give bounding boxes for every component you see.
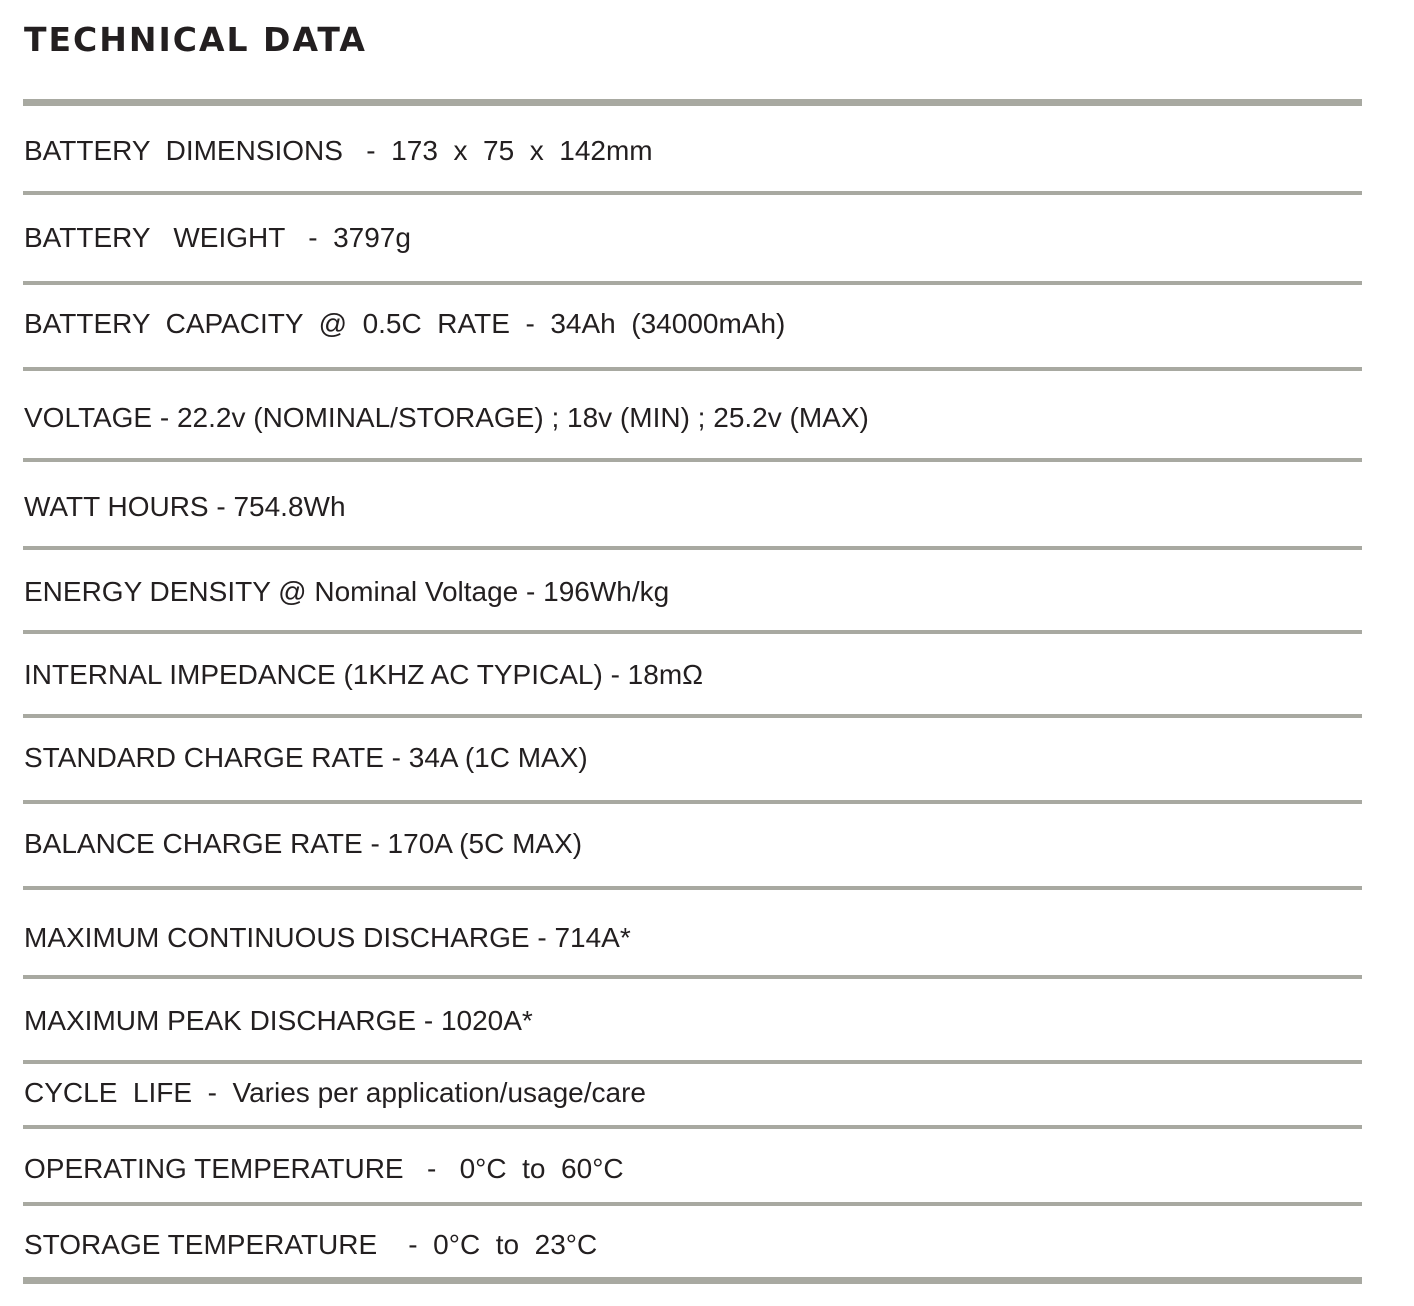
spec-row-balance-charge-rate: BALANCE CHARGE RATE - 170A (5C MAX) bbox=[24, 828, 583, 859]
spec-row-voltage: VOLTAGE - 22.2v (NOMINAL/STORAGE) ; 18v (MIN) ; 25.2v (MAX) bbox=[24, 402, 869, 433]
divider bbox=[23, 1202, 1362, 1206]
divider bbox=[23, 191, 1362, 195]
divider bbox=[23, 281, 1362, 285]
spec-row-battery-dimensions: BATTERY DIMENSIONS - 173 x 75 x 142mm bbox=[24, 135, 653, 166]
spec-row-cycle-life: CYCLE LIFE - Varies per application/usage/care bbox=[24, 1077, 647, 1108]
spec-row-operating-temperature: OPERATING TEMPERATURE - 0°C to 60°C bbox=[24, 1153, 624, 1184]
spec-row-max-continuous-discharge: MAXIMUM CONTINUOUS DISCHARGE - 714A* bbox=[24, 922, 631, 953]
divider bbox=[23, 367, 1362, 371]
spec-row-standard-charge-rate: STANDARD CHARGE RATE - 34A (1C MAX) bbox=[24, 742, 588, 773]
divider bbox=[23, 975, 1362, 979]
spec-row-watt-hours: WATT HOURS - 754.8Wh bbox=[24, 491, 346, 522]
spec-row-internal-impedance: INTERNAL IMPEDANCE (1KHZ AC TYPICAL) - 18mΩ bbox=[24, 659, 704, 690]
spec-row-storage-temperature: STORAGE TEMPERATURE - 0°C to 23°C bbox=[24, 1229, 598, 1260]
page-title: TECHNICAL DATA bbox=[24, 20, 367, 59]
spec-row-battery-weight: BATTERY WEIGHT - 3797g bbox=[24, 222, 411, 253]
divider bbox=[23, 800, 1362, 804]
spec-row-max-peak-discharge: MAXIMUM PEAK DISCHARGE - 1020A* bbox=[24, 1005, 533, 1036]
divider bbox=[23, 546, 1362, 550]
divider bbox=[23, 714, 1362, 718]
divider bbox=[23, 630, 1362, 634]
divider-top bbox=[23, 99, 1362, 106]
divider bbox=[23, 886, 1362, 890]
spec-row-battery-capacity: BATTERY CAPACITY @ 0.5C RATE - 34Ah (34000mAh) bbox=[24, 308, 786, 339]
divider bbox=[23, 1060, 1362, 1064]
spec-row-energy-density: ENERGY DENSITY @ Nominal Voltage - 196Wh/kg bbox=[24, 576, 670, 607]
divider-bottom bbox=[23, 1277, 1362, 1284]
divider bbox=[23, 458, 1362, 462]
divider bbox=[23, 1125, 1362, 1129]
